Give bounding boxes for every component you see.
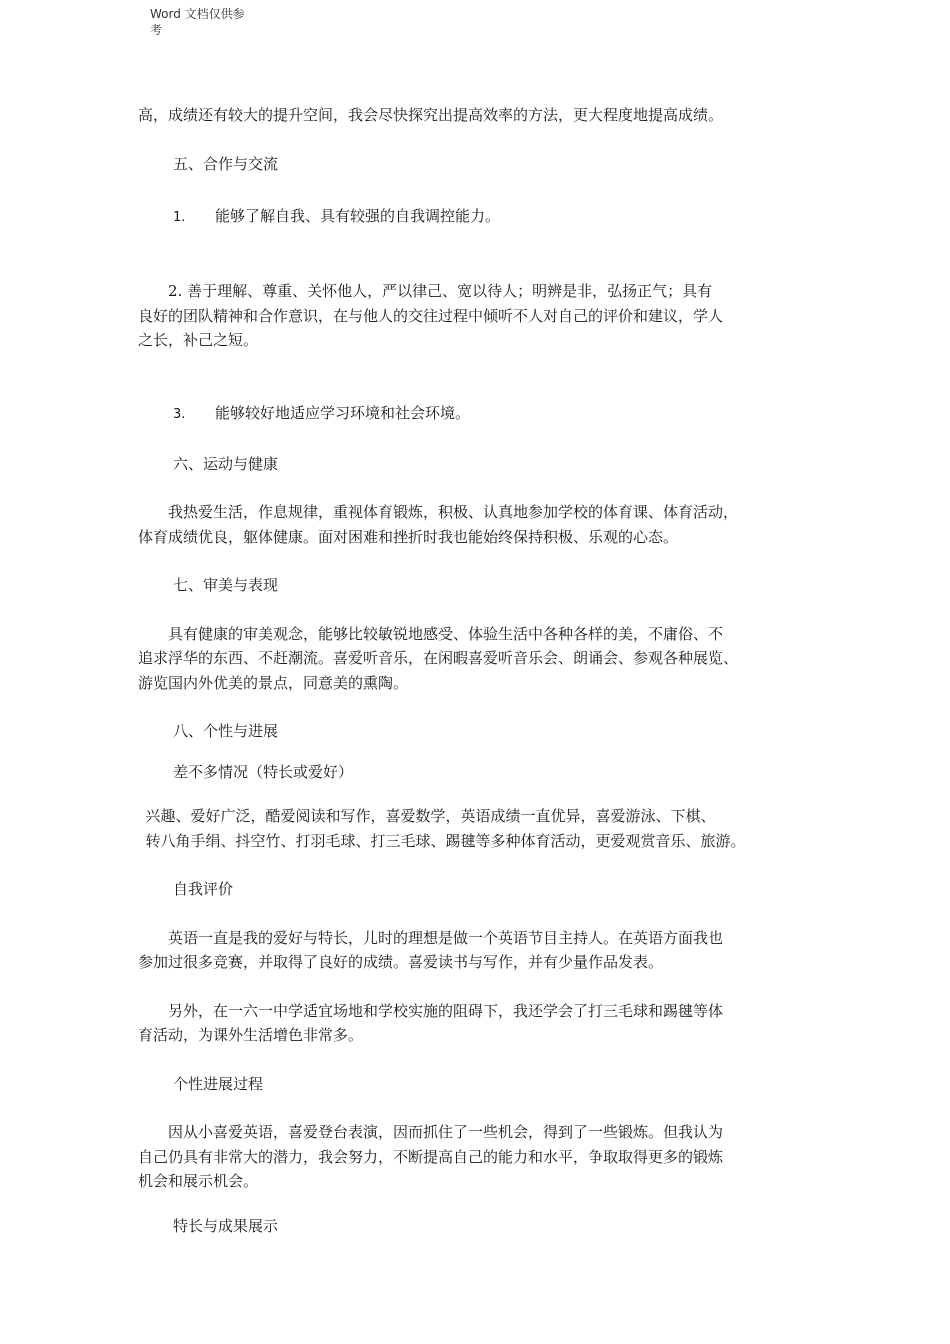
list-item-1 xyxy=(138,204,818,231)
paragraph-self-evaluation-1: 英语一直是我的爱好与特长，儿时的理想是做一个英语节目主持人。在英语方面我也 参加过很多竞赛，并取得了良好的成绩。喜爱读书与写作，并有少量作品发表。 xyxy=(138,928,724,971)
list-number-1: 1. xyxy=(173,210,186,225)
subheading-basic-info: 差不多情况（特长或爱好） xyxy=(173,762,354,781)
list-number-3: 3. xyxy=(173,407,186,422)
heading-sports: 六、运动与健康 xyxy=(173,454,279,473)
heading-personality: 八、个性与进展 xyxy=(173,722,279,740)
paragraph-self-evaluation-2: 另外，在一六一中学适宜场地和学校实施的阻碍下，我还学会了打三毛球和踢毽等体 育活动，为课外生活增色非常多。 xyxy=(138,1001,724,1044)
document-body xyxy=(138,103,818,1238)
header-watermark: Word 文档仅供参 考 xyxy=(150,7,245,37)
paragraph-interests: 兴趣、爱好广泛，酷爱阅读和写作，喜爱数学，英语成绩一直优异，喜爱游泳、下棋、 转八角手绢、抖空竹、打羽毛球、打三毛球、踢毽等多种体育活动，更爱观赏音乐、旅游。 xyxy=(145,807,746,850)
paragraph-aesthetics: 具有健康的审美观念，能够比较敏锐地感受、体验生活中各种各样的美，不庸俗、不 追求浮华的东西、不赶潮流。喜爱听音乐，在闲暇喜爱听音乐会、朗诵会、参观各种展览、 游览国内外优美的景点，同意美的熏陶。 xyxy=(138,624,739,692)
heading-self-evaluation: 自我评价 xyxy=(173,880,234,898)
paragraph-development-process: 因从小喜爱英语，喜爱登台表演，因而抓住了一些机会，得到了一些锻炼。但我认为 自己仍具有非常大的潜力，我会努力，不断提高自己的能力和水平，争取取得更多的锻炼 机会和展示机会。 xyxy=(138,1123,724,1190)
heading-achievements: 特长与成果展示 xyxy=(173,1216,279,1235)
list-text-3: 能够较好地适应学习环境和社会环境。 xyxy=(215,404,471,422)
paragraph-intro: 高，成绩还有较大的提升空间，我会尽快探究出提高效率的方法，更大程度地提高成绩。 xyxy=(138,106,724,124)
heading-development-process: 个性进展过程 xyxy=(173,1074,264,1093)
paragraph-sports: 我热爱生活，作息规律，重视体育锻炼，积极、认真地参加学校的体育课、体育活动， 体育成绩优良，躯体健康。面对困难和挫折时我也能始终保持积极、乐观的心态。 xyxy=(138,503,739,546)
heading-cooperation: 五、合作与交流 xyxy=(173,154,279,173)
list-item-3 xyxy=(138,401,818,428)
list-text-1: 能够了解自我、具有较强的自我调控能力。 xyxy=(215,207,501,225)
list-item-2 xyxy=(138,255,818,378)
list-text-2: 2. 善于理解、尊重、关怀他人，严以律己、宽以待人；明辨是非，弘扬正气；具有 良好的团队精神和合作意识，在与他人的交往过程中倾听不人对自己的评价和建议，学人 之长，补己之短。 xyxy=(138,282,724,349)
heading-aesthetics: 七、审美与表现 xyxy=(173,576,279,594)
